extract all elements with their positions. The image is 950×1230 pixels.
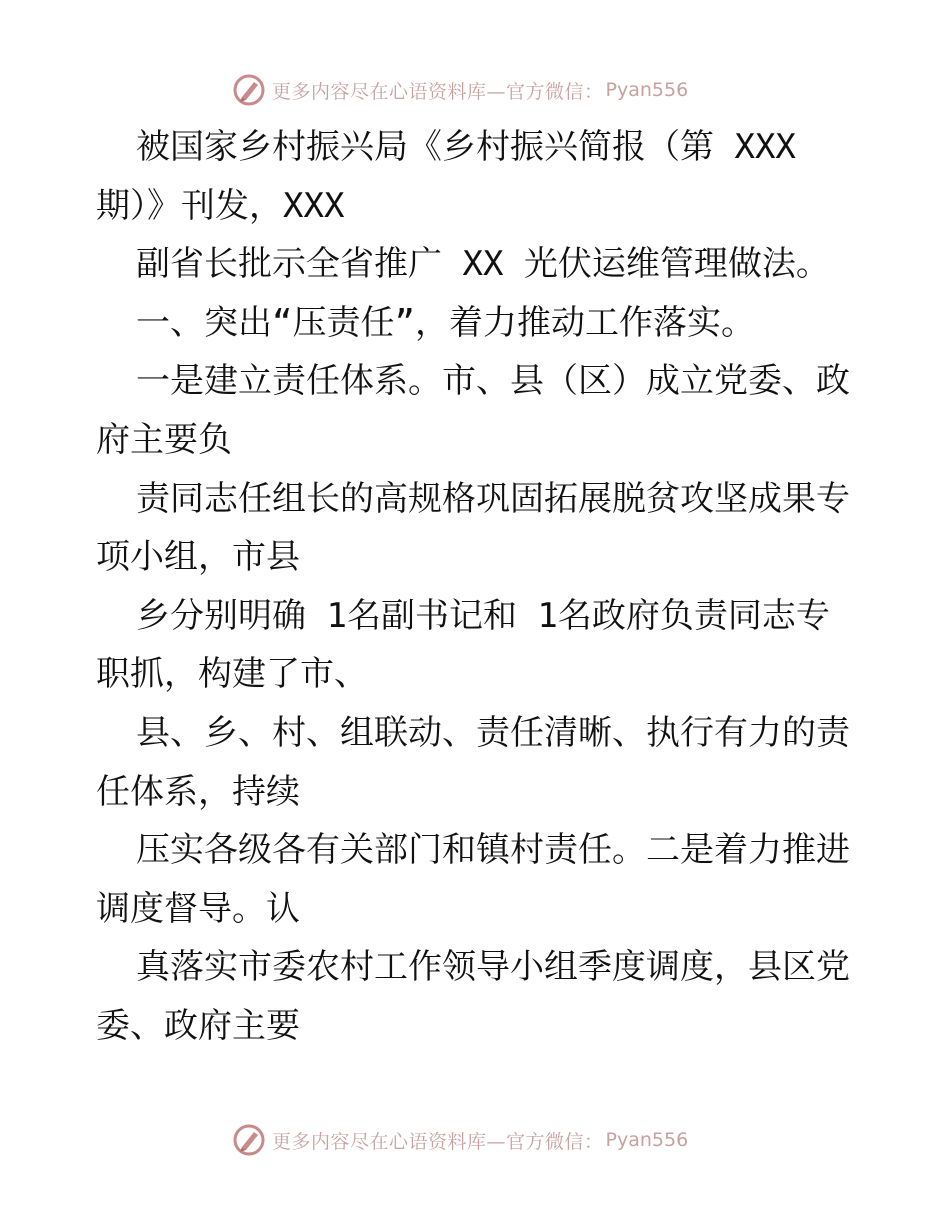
body-line: 压实各级各有关部门和镇村责任。二是着力推进 (136, 830, 850, 871)
body-line: 项小组，市县 (96, 537, 300, 578)
pen-logo-icon (232, 1123, 266, 1157)
body-line: 真落实市委农村工作领导小组季度调度，县区党 (136, 947, 850, 988)
watermark-text: 更多内容尽在心语资料库—官方微信： (272, 80, 604, 103)
watermark-wechat-id: Pyan556 (605, 1129, 689, 1151)
body-line: 职抓，构建了市、 (96, 654, 368, 695)
body-line: 一是建立责任体系。市、县（区）成立党委、政 (136, 361, 850, 402)
body-line: 期）》刊发，XXX (96, 185, 345, 226)
body-line: 任体系，持续 (96, 771, 300, 812)
header-watermark (232, 72, 752, 108)
body-line: 责同志任组长的高规格巩固拓展脱贫攻坚成果专 (136, 478, 850, 519)
body-line: 副省长批示全省推广 XX 光伏运维管理做法。 (136, 244, 830, 285)
body-line: 委、政府主要 (96, 1005, 300, 1046)
body-line: 被国家乡村振兴局《乡村振兴简报（第 XXX (136, 127, 796, 167)
body-line: 一、突出“压责任”，着力推动工作落实。 (136, 302, 755, 343)
body-line: 乡分别明确 1名副书记和 1名政府负责同志专 (136, 595, 830, 636)
watermark-wechat-id: Pyan556 (605, 79, 689, 101)
body-line: 调度督导。认 (96, 888, 300, 929)
footer-watermark (232, 1122, 752, 1158)
body-line: 府主要负 (96, 419, 232, 460)
pen-logo-icon (232, 73, 266, 107)
watermark-text: 更多内容尽在心语资料库—官方微信： (272, 1130, 604, 1153)
document-body (96, 118, 866, 1056)
body-line: 县、乡、村、组联动、责任清晰、执行有力的责 (136, 712, 850, 753)
